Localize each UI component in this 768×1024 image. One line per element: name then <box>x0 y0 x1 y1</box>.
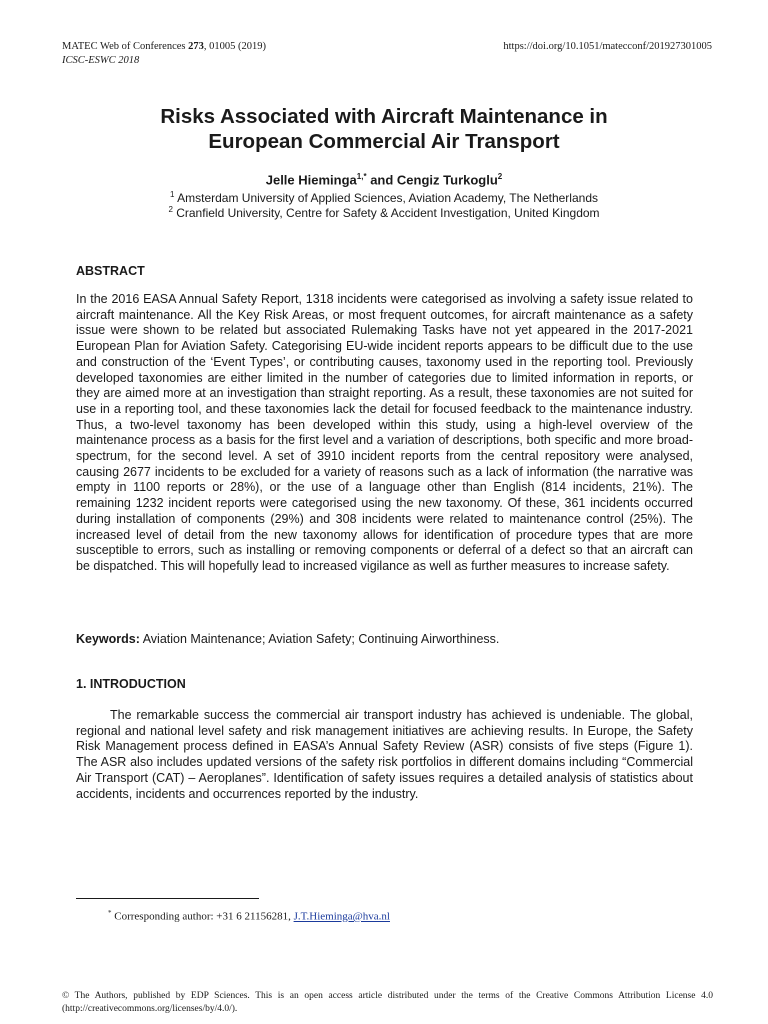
affiliation-1-text: Amsterdam University of Applied Sciences, Aviation Academy, The Netherlands <box>174 191 598 205</box>
doi-link[interactable]: https://doi.org/10.1051/matecconf/201927301005 <box>503 41 712 52</box>
abstract-heading: ABSTRACT <box>76 264 145 278</box>
author-2-affiliation-mark: 2 <box>497 172 503 181</box>
article-number: , 01005 (2019) <box>203 41 266 52</box>
affiliation-2-text: Cranfield University, Centre for Safety & Accident Investigation, United Kingdom <box>172 206 600 220</box>
author-connector: and <box>366 172 397 188</box>
journal-line <box>62 40 266 54</box>
author-1-affiliation-mark: 1,* <box>356 172 367 181</box>
affiliation-2-mark: 2 <box>168 205 173 214</box>
license-notice: © The Authors, published by EDP Sciences. This is an open access article distributed under the terms of the Creative Commons Attribution License 4.0 (http://creativecommons.org/licenses/by/4.0/). <box>62 991 713 1014</box>
paper-title <box>60 104 708 154</box>
affiliation-1-mark: 1 <box>169 190 175 199</box>
conference-name: ICSC-ESWC 2018 <box>62 55 140 66</box>
running-header <box>62 40 266 68</box>
author-1-name: Jelle Hieminga <box>265 172 357 188</box>
keywords-text: Aviation Maintenance; Aviation Safety; Continuing Airworthiness. <box>139 632 500 646</box>
keywords-label: Keywords: <box>76 632 140 646</box>
author-2-name: Cengiz Turkoglu <box>396 172 498 188</box>
affiliation-2 <box>60 202 708 221</box>
title-line-2: European Commercial Air Transport <box>208 130 560 153</box>
title-line-1: Risks Associated with Aircraft Maintenance in <box>160 105 608 128</box>
keywords <box>76 632 693 648</box>
footnote <box>108 906 390 924</box>
footnote-text: Corresponding author: +31 6 21156281, <box>111 910 294 923</box>
abstract-body: In the 2016 EASA Annual Safety Report, 1318 incidents were categorised as involving a safety issue related to aircraft maintenance. All the Key Risk Areas, or most frequent outcomes, for aircraft maintenance as a safety issue were shown to be related but associated Rulemaking Tasks have not yet appeared in the 2017-2021 European Plan for Aviation Safety. Categorising EU-wide incident reports appears to be difficult due to the use and construction of the ‘Event Types’, or contributing causes, taxonomy used in the reporting tool. Previously developed taxonomies are either limited in the number of categories due to limited information in reports, or they are aimed more at an investigation than straight reporting. As a result, these taxonomies are not suited for use in a reporting tool, and these taxonomies lack the detail for focused feedback to the maintenance industry. Thus, a two-level taxonomy has been developed within this study, using a high-level overview of the maintenance process as a basis for the first level and a variation of descriptions, both specific and more broad-spectrum, for the second level. A set of 3910 incident reports from the central repository were analysed, causing 2677 incidents to be excluded for a variety of reasons such as a lack of information (the narrative was empty in 1100 reports or 28%), or the use of a language other than English (814 incidents, 21%). The remaining 1232 incident reports were categorised using the new taxonomy. Of these, 361 incidents occurred during installation of components (29%) and 308 incidents were related to maintenance control (25%). The increased level of detail from the new taxonomy allows for identification of procedure types that are more susceptible to errors, such as installing or removing components or deferral of a defect so that an aircraft can be dispatched. This will hopefully lead to increased vigilance as well as further measures to increase safety. <box>76 292 693 573</box>
introduction-body: The remarkable success the commercial air transport industry has achieved is undeniable. The global, regional and national level safety and risk management initiatives are achieving results. In Europe, the Safety Risk Management process defined in EASA’s Annual Safety Review (ASR) consists of five steps (Figure 1). The ASR also includes updated versions of the safety risk portfolios in different domains including “Commercial Air Transport (CAT) – Aeroplanes”. Identification of safety issues requires a detailed analysis of statistics about accidents, incidents and occurrences reported by the industry. <box>76 708 693 801</box>
journal-volume: 273 <box>188 41 204 52</box>
journal-name: MATEC Web of Conferences <box>62 41 189 52</box>
footnote-divider <box>76 898 259 899</box>
corresponding-email-link[interactable]: J.T.Hieminga@hva.nl <box>293 910 390 923</box>
doi-header <box>503 40 712 54</box>
footnote-mark: * <box>108 909 112 917</box>
introduction-heading: 1. INTRODUCTION <box>76 677 186 691</box>
